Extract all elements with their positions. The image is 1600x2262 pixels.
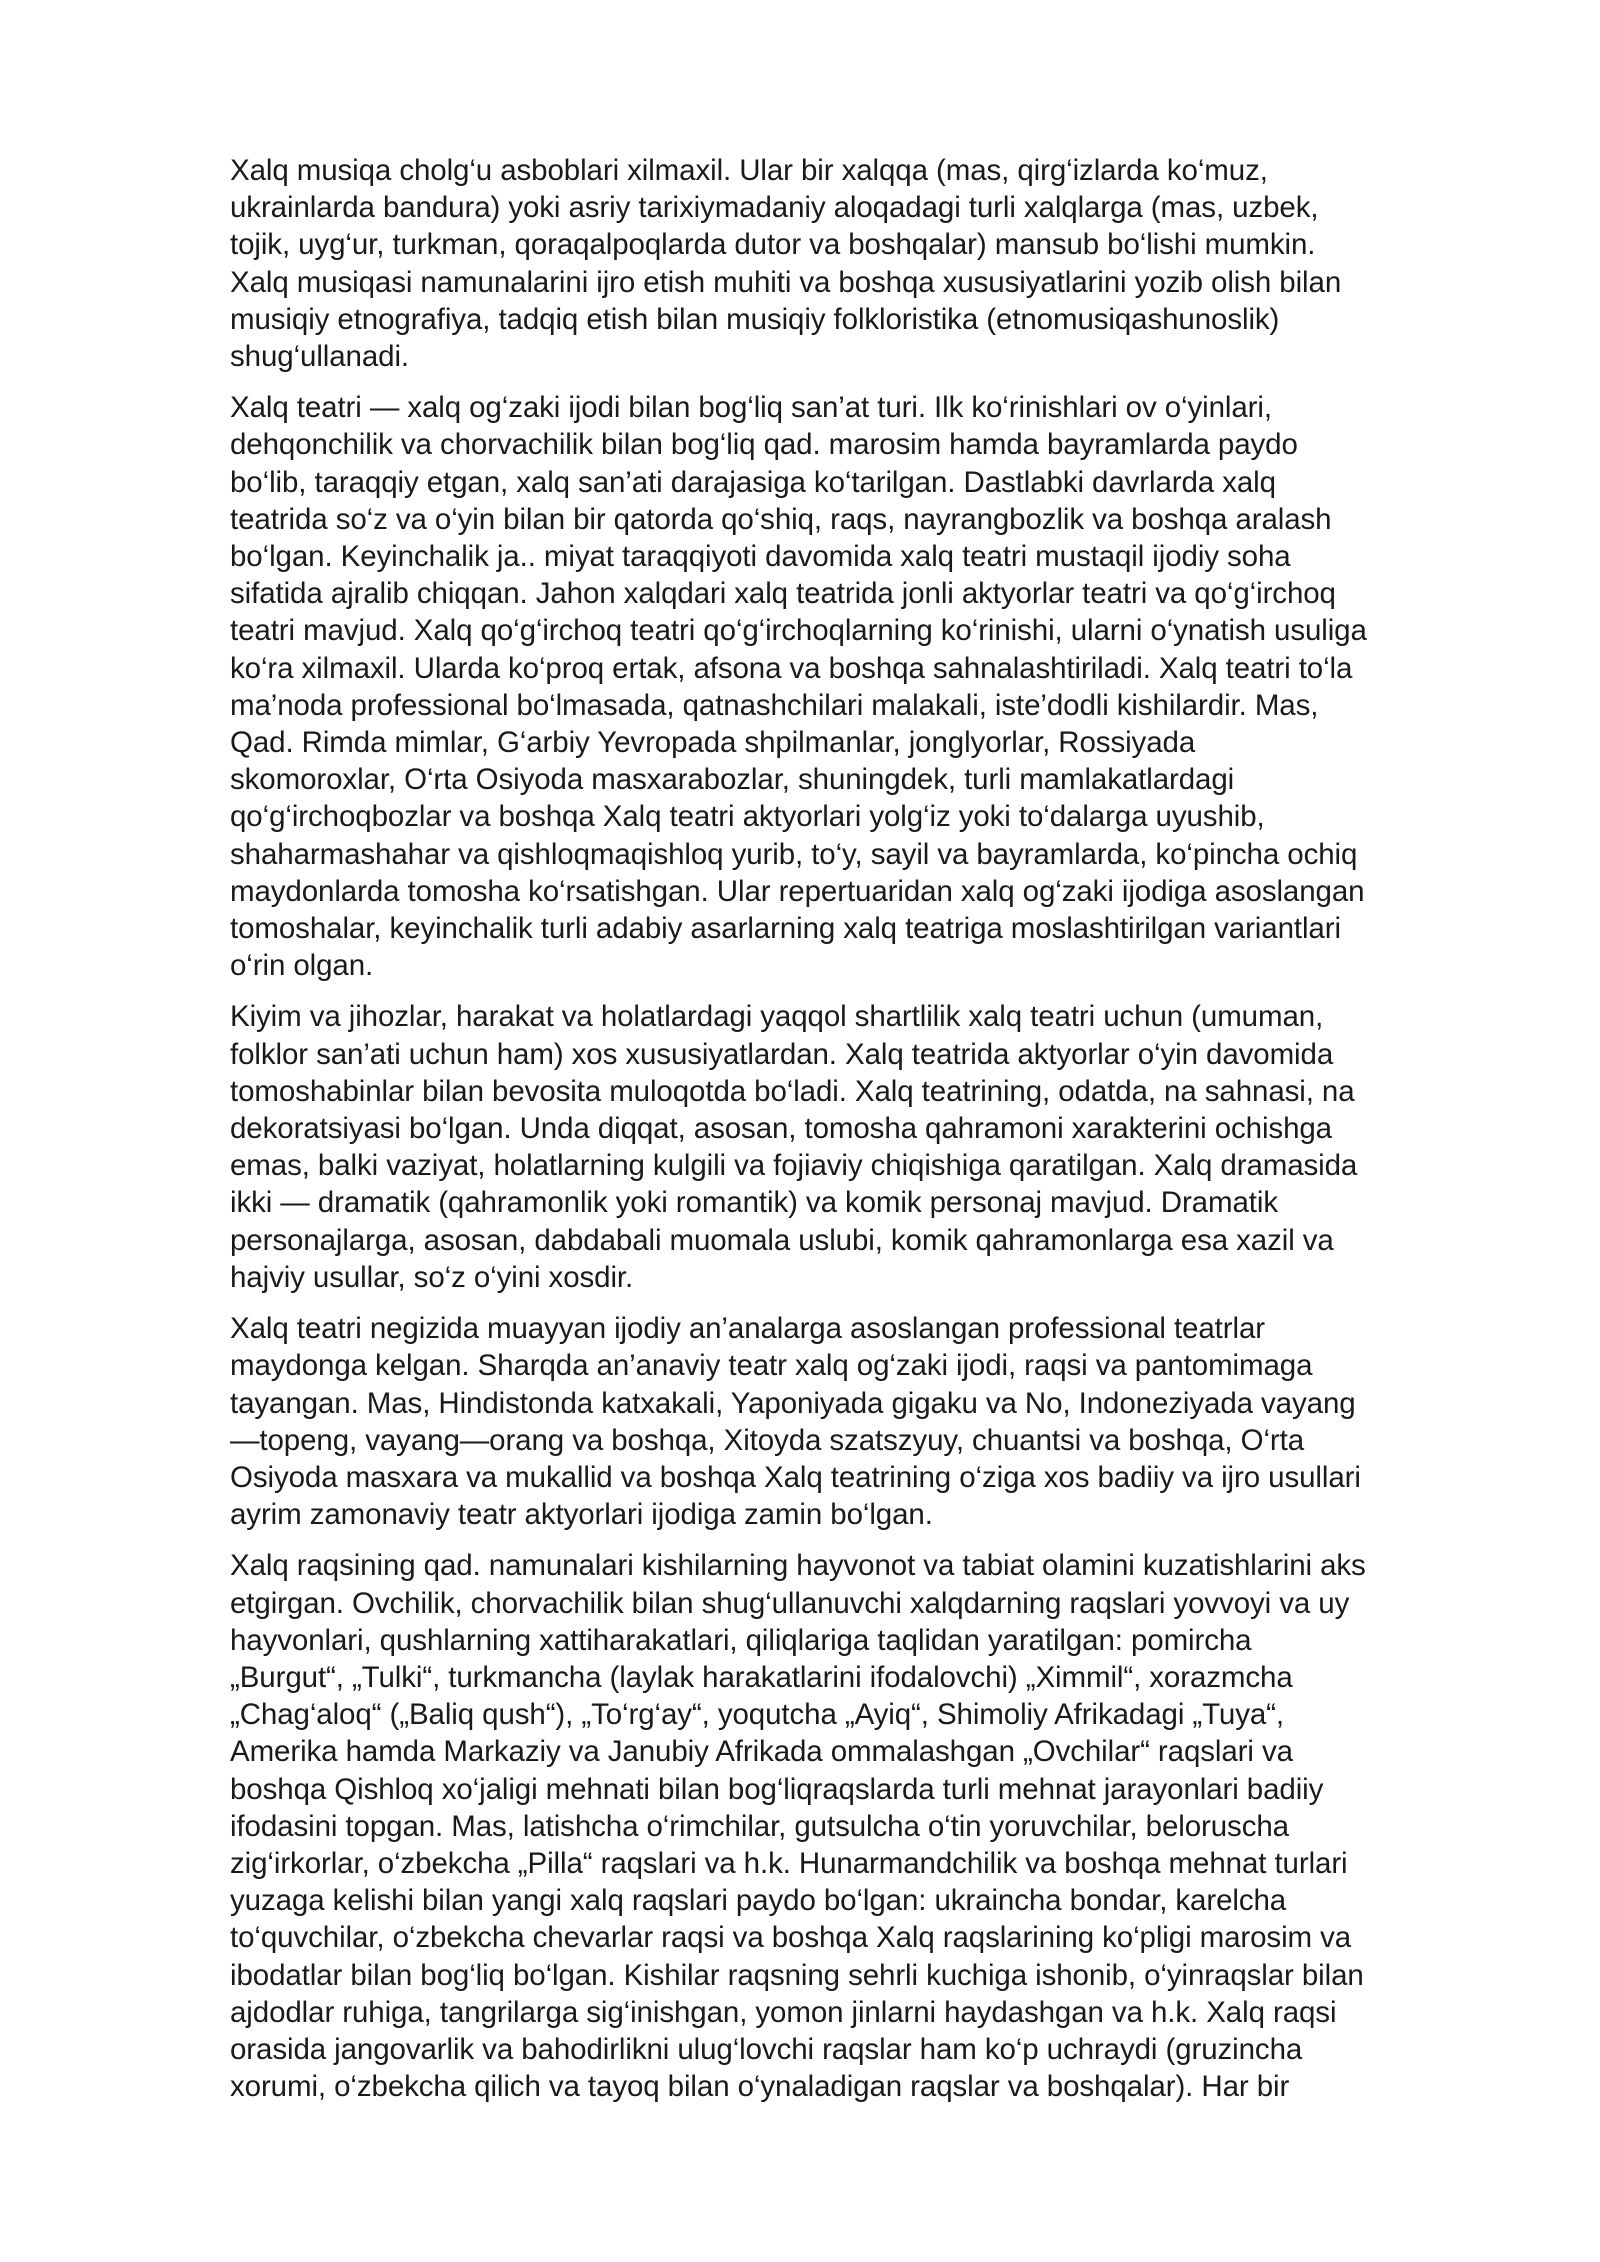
text-line: dehqonchilik va chorvachilik bilan bog‘liq qad. marosim hamda bayramlarda paydo (230, 428, 1298, 462)
text-line: hajviy usullar, so‘z o‘yini xosdir. (230, 1260, 634, 1294)
text-line: maydonlarda tomosha ko‘rsatishgan. Ular repertuaridan xalq og‘zaki ijodiga asoslangan (230, 874, 1365, 908)
paragraph (230, 1310, 1498, 1533)
text-line: teatri mavjud. Xalq qo‘g‘irchoq teatri qo‘g‘irchoqlarning ko‘rinishi, ularni o‘ynatish usuliga (230, 614, 1367, 648)
text-line: ma’noda professional bo‘lmasada, qatnashchilari malakali, iste’dodli kishilardir. Mas, (230, 688, 1319, 722)
text-line: ukrainlarda bandura) yoki asriy tarixiymadaniy aloqadagi turli xalqlarga (mas, uzbek, (230, 191, 1319, 225)
text-line: ayrim zamonaviy teatr aktyorlari ijodiga zamin bo‘lgan. (230, 1498, 933, 1532)
text-line: yuzaga kelishi bilan yangi xalq raqslari paydo bo‘lgan: ukraincha bondar, karelcha (230, 1884, 1287, 1918)
text-line: tomoshalar, keyinchalik turli adabiy asarlarning xalq teatriga moslashtirilgan variantlari (230, 912, 1341, 946)
text-line: Osiyoda masxara va mukallid va boshqa Xalq teatrining o‘ziga xos badiiy va ijro usullari (230, 1460, 1361, 1494)
paragraph (230, 1547, 1498, 2105)
text-line: Xalq raqsining qad. namunalari kishilarning hayvonot va tabiat olamini kuzatishlarini aks (230, 1549, 1366, 1583)
text-line: Xalq musiqasi namunalarini ijro etish muhiti va boshqa xususiyatlarini yozib olish bilan (230, 265, 1342, 299)
text-line: Xalq teatri — xalq og‘zaki ijodi bilan bog‘liq san’at turi. Ilk ko‘rinishlari ov o‘yinlari, (230, 391, 1272, 425)
text-line: Xalq teatri negizida muayyan ijodiy an’analarga asoslangan professional teatrlar (230, 1312, 1265, 1346)
text-line: skomoroxlar, O‘rta Osiyoda masxarabozlar, shuningdek, turli mamlakatlardagi (230, 763, 1235, 797)
text-line: maydonga kelgan. Sharqda an’anaviy teatr xalq og‘zaki ijodi, raqsi va pantomimaga (230, 1349, 1313, 1383)
text-line: qo‘g‘irchoqbozlar va boshqa Xalq teatri aktyorlari yolg‘iz yoki to‘dalarga uyushib, (230, 800, 1265, 834)
text-line: ko‘ra xilmaxil. Ularda ko‘proq ertak, afsona va boshqa sahnalashtiriladi. Xalq teatri to‘la (230, 651, 1353, 685)
text-line: „Chag‘aloq“ („Baliq qush“), „To‘rg‘ay“, yoqutcha „Ayiq“, Shimoliy Afrikadagi „Tuya“, (230, 1698, 1285, 1732)
document-body (230, 152, 1498, 2119)
text-line: ifodasini topgan. Mas, latishcha o‘rimchilar, gutsulcha o‘tin yoruvchilar, beloruscha (230, 1809, 1289, 1843)
text-line: dekoratsiyasi bo‘lgan. Unda diqqat, asosan, tomosha qahramoni xarakterini ochishga (230, 1112, 1332, 1146)
text-line: orasida jangovarlik va bahodirlikni ulug‘lovchi raqslar ham ko‘p uchraydi (gruzincha (230, 2032, 1303, 2066)
text-line: zig‘irkorlar, o‘zbekcha „Pilla“ raqslari va h.k. Hunarmandchilik va boshqa mehnat turlari (230, 1846, 1348, 1880)
text-line: ikki — dramatik (qahramonlik yoki romantik) va komik personaj mavjud. Dramatik (230, 1186, 1278, 1220)
paragraph (230, 998, 1498, 1296)
text-line: personajlarga, asosan, dabdabali muomala uslubi, komik qahramonlarga esa xazil va (230, 1223, 1334, 1257)
text-line: etgirgan. Ovchilik, chorvachilik bilan shug‘ullanuvchi xalqdarning raqslari yovvoyi va uy (230, 1586, 1350, 1620)
text-line: tayangan. Mas, Hindistonda katxakali, Yaponiyada gigaku va No, Indoneziyada vayang (230, 1386, 1356, 1420)
text-line: tojik, uyg‘ur, turkman, qoraqalpoqlarda dutor va boshqalar) mansub bo‘lishi mumkin. (230, 228, 1316, 262)
text-line: teatrida so‘z va o‘yin bilan bir qatorda qo‘shiq, raqs, nayrangbozlik va boshqa aralash (230, 502, 1332, 536)
text-line: to‘quvchilar, o‘zbekcha chevarlar raqsi va boshqa Xalq raqslarining ko‘pligi marosim va (230, 1921, 1352, 1955)
text-line: musiqiy etnografiya, tadqiq etish bilan musiqiy folkloristika (etnomusiqashunoslik) (230, 302, 1280, 336)
text-line: sifatida ajralib chiqqan. Jahon xalqdari xalq teatrida jonli aktyorlar teatri va qo‘g‘irchoq (230, 577, 1336, 611)
text-line: ajdodlar ruhiga, tangrilarga sig‘inishgan, yomon jinlarni haydashgan va h.k. Xalq raqsi (230, 1995, 1337, 2029)
paragraph (230, 389, 1498, 984)
text-line: o‘rin olgan. (230, 949, 374, 983)
text-line: shug‘ullanadi. (230, 340, 410, 374)
text-line: hayvonlari, qushlarning xattiharakatlari, qiliqlariga taqlidan yaratilgan: pomircha (230, 1623, 1252, 1657)
text-line: ibodatlar bilan bog‘liq bo‘lgan. Kishilar raqsning sehrli kuchiga ishonib, o‘yinraqslar bilan (230, 1958, 1364, 1992)
text-line: tomoshabinlar bilan bevosita muloqotda bo‘ladi. Xalq teatrining, odatda, na sahnasi, na (230, 1074, 1355, 1108)
text-line: Xalq musiqa cholg‘u asboblari xilmaxil. Ular bir xalqqa (mas, qirg‘izlarda ko‘muz, (230, 154, 1268, 187)
paragraph (230, 152, 1498, 375)
text-line: emas, balki vaziyat, holatlarning kulgili va fojiaviy chiqishiga qaratilgan. Xalq dramasida (230, 1149, 1358, 1183)
text-line: —topeng, vayang—orang va boshqa, Xitoyda szatszyuy, chuantsi va boshqa, O‘rta (230, 1423, 1305, 1457)
text-line: Kiyim va jihozlar, harakat va holatlardagi yaqqol shartlilik xalq teatri uchun (umuman, (230, 1000, 1324, 1034)
text-line: Amerika hamda Markaziy va Janubiy Afrikada ommalashgan „Ovchilar“ raqslari va (230, 1735, 1293, 1769)
text-line: boshqa Qishloq xo‘jaligi mehnati bilan bog‘liqraqslarda turli mehnat jarayonlari badiiy (230, 1772, 1324, 1806)
text-line: „Burgut“, „Tulki“, turkmancha (laylak harakatlarini ifodalovchi) „Ximmil“, xorazmcha (230, 1660, 1293, 1694)
text-line: shaharmashahar va qishloqmaqishloq yurib, to‘y, sayil va bayramlarda, ko‘pincha ochiq (230, 837, 1358, 871)
text-line: Qad. Rimda mimlar, G‘arbiy Yevropada shpilmanlar, jonglyorlar, Rossiyada (230, 726, 1196, 760)
text-line: folklor san’ati uchun ham) xos xususiyatlardan. Xalq teatrida aktyorlar o‘yin davomida (230, 1037, 1334, 1071)
text-line: bo‘lgan. Keyinchalik ja.. miyat taraqqiyoti davomida xalq teatri mustaqil ijodiy soha (230, 540, 1291, 574)
text-line: xorumi, o‘zbekcha qilich va tayoq bilan o‘ynaladigan raqslar va boshqalar). Har bir (230, 2070, 1290, 2104)
text-line: bo‘lib, taraqqiy etgan, xalq san’ati darajasiga ko‘tarilgan. Dastlabki davrlarda xalq (230, 465, 1276, 499)
